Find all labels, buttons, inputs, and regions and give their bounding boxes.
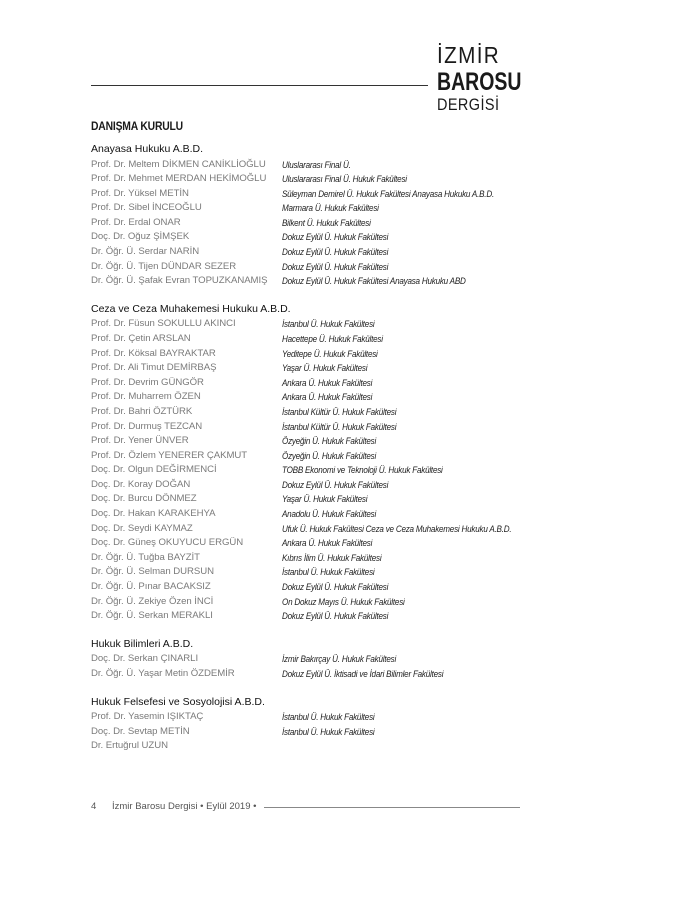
member-affiliation: Ankara Ü. Hukuk Fakültesi xyxy=(282,377,373,388)
member-affiliation: İstanbul Kültür Ü. Hukuk Fakültesi xyxy=(282,421,397,432)
member-affiliation: Süleyman Demirel Ü. Hukuk Fakültesi Anayasa Hukuku A.B.D. xyxy=(282,188,494,199)
member-row xyxy=(91,492,561,507)
member-row xyxy=(91,478,561,493)
member-row xyxy=(91,172,561,187)
member-affiliation: Kıbrıs İlim Ü. Hukuk Fakültesi xyxy=(282,552,382,563)
section-title: Hukuk Felsefesi ve Sosyolojisi A.B.D. xyxy=(91,695,265,708)
member-name: Prof. Dr. Durmuş TEZCAN xyxy=(91,420,203,432)
section xyxy=(91,303,561,624)
member-row xyxy=(91,595,561,610)
member-affiliation: Yaşar Ü. Hukuk Fakültesi xyxy=(282,494,368,505)
member-name: Doç. Dr. Burcu DÖNMEZ xyxy=(91,493,197,505)
member-name: Doç. Dr. Güneş OKUYUCU ERGÜN xyxy=(91,537,244,549)
member-row xyxy=(91,347,561,362)
member-name: Doç. Dr. Sevtap METİN xyxy=(91,725,190,737)
member-affiliation: Bilkent Ü. Hukuk Fakültesi xyxy=(282,217,371,228)
member-row xyxy=(91,405,561,420)
member-row xyxy=(91,725,561,740)
member-name: Dr. Öğr. Ü. Şafak Evran TOPUZKANAMIŞ xyxy=(91,275,268,287)
logo-line-izmir: İZMİR xyxy=(437,42,501,68)
member-name: Prof. Dr. Yasemin IŞIKTAÇ xyxy=(91,711,204,722)
member-name: Dr. Öğr. Ü. Tijen DÜNDAR SEZER xyxy=(91,260,237,272)
member-name: Prof. Dr. Devrim GÜNGÖR xyxy=(91,376,204,388)
member-affiliation: Dokuz Eylül Ü. İktisadi ve İdari Bilimler Fakültesi xyxy=(282,668,444,679)
section xyxy=(91,143,561,289)
member-name: Doç. Dr. Oğuz ŞİMŞEK xyxy=(91,231,190,243)
member-name: Prof. Dr. Mehmet MERDAN HEKİMOĞLU xyxy=(91,173,267,185)
member-row xyxy=(91,420,561,435)
member-row xyxy=(91,260,561,275)
section-title: Hukuk Bilimleri A.B.D. xyxy=(91,637,194,650)
header-rule xyxy=(91,85,428,86)
member-affiliation: Dokuz Eylül Ü. Hukuk Fakültesi xyxy=(282,582,389,593)
member-name: Prof. Dr. Sibel İNCEOĞLU xyxy=(91,202,202,214)
member-row xyxy=(91,376,561,391)
member-row xyxy=(91,507,561,522)
member-row xyxy=(91,158,561,173)
member-affiliation: Dokuz Eylül Ü. Hukuk Fakültesi xyxy=(282,247,389,258)
member-name: Doç. Dr. Koray DOĞAN xyxy=(91,478,191,490)
member-name: Dr. Ertuğrul UZUN xyxy=(91,740,168,752)
member-row xyxy=(91,536,561,551)
member-row xyxy=(91,332,561,347)
member-name: Prof. Dr. Köksal BAYRAKTAR xyxy=(91,347,216,359)
member-affiliation: On Dokuz Mayıs Ü. Hukuk Fakültesi xyxy=(282,596,405,607)
member-row xyxy=(91,652,561,667)
member-row xyxy=(91,463,561,478)
member-affiliation: Dokuz Eylül Ü. Hukuk Fakültesi xyxy=(282,479,389,490)
member-name: Dr. Öğr. Ü. Yaşar Metin ÖZDEMİR xyxy=(91,667,235,679)
member-affiliation: Anadolu Ü. Hukuk Fakültesi xyxy=(282,509,377,520)
member-row xyxy=(91,667,561,682)
page-footer xyxy=(91,801,521,815)
member-name: Prof. Dr. Meltem DİKMEN CANİKLİOĞLU xyxy=(91,158,266,170)
member-affiliation: Uluslararası Final Ü. xyxy=(282,159,351,170)
member-row xyxy=(91,522,561,537)
member-row xyxy=(91,216,561,231)
member-row xyxy=(91,317,561,332)
member-affiliation: İstanbul Kültür Ü. Hukuk Fakültesi xyxy=(282,406,397,417)
logo-line-dergisi: DERGİSİ xyxy=(437,95,500,114)
member-name: Dr. Öğr. Ü. Serkan MERAKLI xyxy=(91,610,213,622)
member-affiliation: İstanbul Ü. Hukuk Fakültesi xyxy=(282,712,375,722)
member-row xyxy=(91,201,561,216)
advisory-board-list xyxy=(91,143,561,768)
member-affiliation: İzmir Bakırçay Ü. Hukuk Fakültesi xyxy=(282,654,397,665)
member-row xyxy=(91,230,561,245)
member-name: Prof. Dr. Özlem YENERER ÇAKMUT xyxy=(91,449,248,461)
footer-journal-info: İzmir Barosu Dergisi • Eylül 2019 • xyxy=(112,801,257,812)
member-name: Dr. Öğr. Ü. Pınar BACAKSIZ xyxy=(91,581,211,593)
member-affiliation: Dokuz Eylül Ü. Hukuk Fakültesi xyxy=(282,232,389,243)
member-name: Prof. Dr. Ali Timut DEMİRBAŞ xyxy=(91,362,217,374)
section xyxy=(91,638,561,682)
member-name: Doç. Dr. Olgun DEĞİRMENCİ xyxy=(91,464,217,476)
member-name: Prof. Dr. Erdal ONAR xyxy=(91,216,181,228)
member-affiliation: Özyeğin Ü. Hukuk Fakültesi xyxy=(282,436,377,447)
member-row xyxy=(91,434,561,449)
member-row xyxy=(91,739,561,754)
member-affiliation: Dokuz Eylül Ü. Hukuk Fakültesi xyxy=(282,261,389,272)
member-affiliation: İstanbul Ü. Hukuk Fakültesi xyxy=(282,319,375,330)
journal-logo xyxy=(437,44,527,116)
member-affiliation: Ufuk Ü. Hukuk Fakültesi Ceza ve Ceza Muhakemesi Hukuku A.B.D. xyxy=(282,523,512,534)
section-title: Anayasa Hukuku A.B.D. xyxy=(91,143,204,155)
member-row xyxy=(91,449,561,464)
section xyxy=(91,696,561,754)
member-name: Prof. Dr. Bahri ÖZTÜRK xyxy=(91,405,193,417)
member-affiliation: Yaşar Ü. Hukuk Fakültesi xyxy=(282,363,368,374)
member-row xyxy=(91,274,561,289)
member-name: Dr. Öğr. Ü. Zekiye Özen İNCİ xyxy=(91,595,214,607)
member-affiliation: Dokuz Eylül Ü. Hukuk Fakültesi xyxy=(282,611,389,622)
section-title: Ceza ve Ceza Muhakemesi Hukuku A.B.D. xyxy=(91,302,291,315)
member-name: Dr. Öğr. Ü. Serdar NARİN xyxy=(91,246,200,258)
member-row xyxy=(91,245,561,260)
page-number: 4 xyxy=(91,801,97,812)
member-row xyxy=(91,361,561,376)
member-row xyxy=(91,187,561,202)
member-name: Doç. Dr. Serkan ÇINARLI xyxy=(91,653,199,665)
member-affiliation: Dokuz Eylül Ü. Hukuk Fakültesi Anayasa Hukuku ABD xyxy=(282,276,466,287)
member-row xyxy=(91,551,561,566)
member-name: Dr. Öğr. Ü. Tuğba BAYZİT xyxy=(91,551,200,563)
member-affiliation: İstanbul Ü. Hukuk Fakültesi xyxy=(282,567,375,578)
member-affiliation: Yeditepe Ü. Hukuk Fakültesi xyxy=(282,348,378,359)
member-name: Prof. Dr. Yener ÜNVER xyxy=(91,435,189,447)
member-name: Doç. Dr. Hakan KARAKEHYA xyxy=(91,508,216,520)
member-affiliation: İstanbul Ü. Hukuk Fakültesi xyxy=(282,726,375,737)
logo-line-barosu: BAROSU xyxy=(437,68,522,96)
member-row xyxy=(91,710,561,725)
board-title: DANIŞMA KURULU xyxy=(91,121,183,133)
member-affiliation: Özyeğin Ü. Hukuk Fakültesi xyxy=(282,450,377,461)
member-affiliation: Hacettepe Ü. Hukuk Fakültesi xyxy=(282,333,383,344)
member-name: Doç. Dr. Seydi KAYMAZ xyxy=(91,522,193,534)
member-affiliation: Uluslararası Final Ü. Hukuk Fakültesi xyxy=(282,174,407,185)
member-affiliation: Ankara Ü. Hukuk Fakültesi xyxy=(282,538,373,549)
member-row xyxy=(91,609,561,624)
member-row xyxy=(91,580,561,595)
footer-rule xyxy=(264,807,520,808)
member-affiliation: TOBB Ekonomi ve Teknoloji Ü. Hukuk Fakültesi xyxy=(282,465,443,476)
member-name: Prof. Dr. Çetin ARSLAN xyxy=(91,332,191,344)
member-row xyxy=(91,390,561,405)
member-affiliation: Marmara Ü. Hukuk Fakültesi xyxy=(282,203,379,214)
member-name: Prof. Dr. Yüksel METİN xyxy=(91,187,189,199)
member-affiliation: Ankara Ü. Hukuk Fakültesi xyxy=(282,392,373,403)
member-name: Prof. Dr. Muharrem ÖZEN xyxy=(91,391,201,403)
member-name: Prof. Dr. Füsun SOKULLU AKINCI xyxy=(91,318,236,330)
member-row xyxy=(91,565,561,580)
member-name: Dr. Öğr. Ü. Selman DURSUN xyxy=(91,566,214,578)
